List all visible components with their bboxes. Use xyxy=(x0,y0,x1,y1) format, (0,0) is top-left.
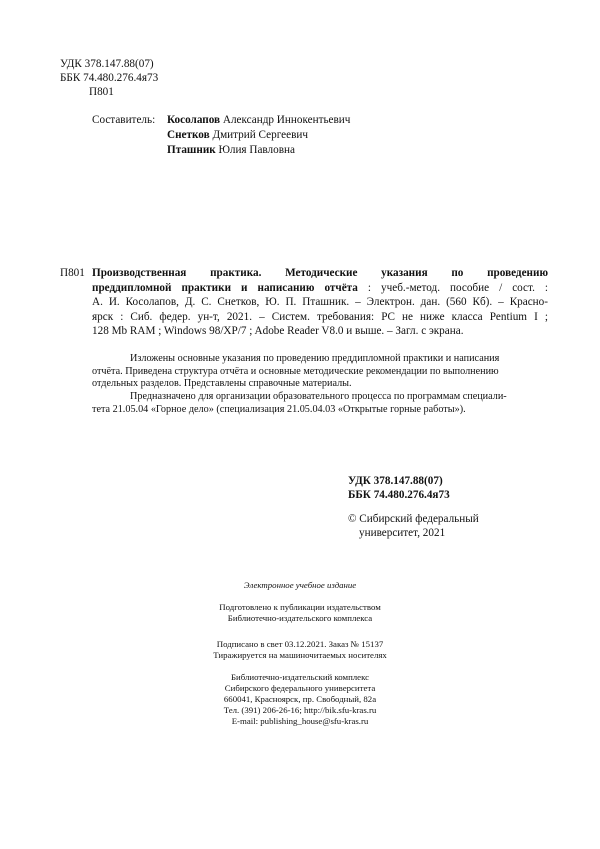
publisher-line-4: Тел. (391) 206-26-16; http://bik.sfu-kras.ru xyxy=(223,705,377,715)
biblio-title-1: Производственная практика. Методические указания по проведению xyxy=(92,267,548,279)
compiler-3-surname: Пташник xyxy=(167,144,216,156)
abstract-p2-line-1: Предназначено для организации образовательного процесса по программам специали- xyxy=(130,391,507,402)
udk-code-top: УДК 378.147.88(07) xyxy=(60,58,154,70)
biblio-title-line-2 xyxy=(92,281,548,296)
abstract-p1-line-2: отчёта. Приведена структура отчёта и основные методические рекомендации по выполнению xyxy=(92,365,499,377)
biblio-line-5: 128 Mb RAM ; Windows 98/XP/7 ; Adobe Reader V8.0 и выше. – Загл. с экрана. xyxy=(92,325,464,338)
edition-type xyxy=(150,580,450,591)
compiler-1-name: Александр Иннокентьевич xyxy=(220,114,351,126)
biblio-author-mark: П801 xyxy=(60,267,85,279)
compiler-3-name: Юлия Павловна xyxy=(215,144,295,156)
copyright-line-2: университет, 2021 xyxy=(359,527,446,539)
compilers-label: Составитель: xyxy=(92,114,156,126)
prepared-line-2: Библиотечно-издательского комплекса xyxy=(227,613,373,623)
publisher-line-1: Библиотечно-издательский комплекс xyxy=(230,672,370,682)
publisher-block xyxy=(150,672,450,727)
compiler-2-name: Дмитрий Сергеевич xyxy=(209,129,308,141)
edition-type-text: Электронное учебное издание xyxy=(243,580,357,590)
compiler-2 xyxy=(167,128,308,142)
publisher-line-5: E-mail: publishing_house@sfu-kras.ru xyxy=(231,716,369,726)
compiler-1-surname: Косолапов xyxy=(167,114,221,126)
publisher-line-2: Сибирского федерального университета xyxy=(224,683,376,693)
signed-block xyxy=(150,639,450,661)
bbk-code-bottom-text: ББК 74.480.276.4я73 xyxy=(348,489,450,501)
compiler-3 xyxy=(167,143,295,157)
signed-line: Подписано в свет 03.12.2021. Заказ № 15137 xyxy=(216,639,384,649)
bbk-code-bottom xyxy=(348,488,450,502)
biblio-title-line-1 xyxy=(92,266,548,281)
bibliographic-record xyxy=(92,266,548,339)
publisher-line-3: 660041, Красноярск, пр. Свободный, 82а xyxy=(223,694,377,704)
biblio-title-2: преддипломной практики и написанию отчёта xyxy=(92,281,358,294)
udk-code-bottom-text: УДК 378.147.88(07) xyxy=(348,475,443,487)
compiler-2-surname: Снетков xyxy=(167,129,210,141)
bbk-code-top: ББК 74.480.276.4я73 xyxy=(60,72,159,84)
prepared-line-1: Подготовлено к публикации издательством xyxy=(219,602,381,612)
abstract-p2-line-2: тета 21.05.04 «Горное дело» (специализация 21.05.04.03 «Открытые горные работы»). xyxy=(92,403,466,415)
udk-code-bottom xyxy=(348,474,443,488)
replicated-line: Тиражируется на машиночитаемых носителях xyxy=(213,650,387,660)
abstract-paragraph-1 xyxy=(92,353,548,391)
abstract-p1-line-1: Изложены основные указания по проведению преддипломной практики и написания xyxy=(130,353,500,364)
biblio-line-3: А. И. Косолапов, Д. С. Снетков, Ю. П. Пташник. – Электрон. дан. (560 Кб). – Красно- xyxy=(92,296,548,309)
biblio-line-4: ярск : Сиб. федер. ун-т, 2021. – Систем. требования: PC не ниже класса Pentium I ; xyxy=(92,310,548,323)
abstract-paragraph-2 xyxy=(92,391,548,416)
copyright-line-1: © Сибирский федеральный xyxy=(348,513,479,525)
author-mark-top: П801 xyxy=(89,86,114,98)
biblio-desc-2: : учеб.-метод. пособие / сост. : xyxy=(357,281,548,294)
prepared-block xyxy=(150,602,450,624)
abstract-p1-line-3: отдельных разделов. Представлены справочные материалы. xyxy=(92,378,352,390)
compiler-1 xyxy=(167,113,350,127)
